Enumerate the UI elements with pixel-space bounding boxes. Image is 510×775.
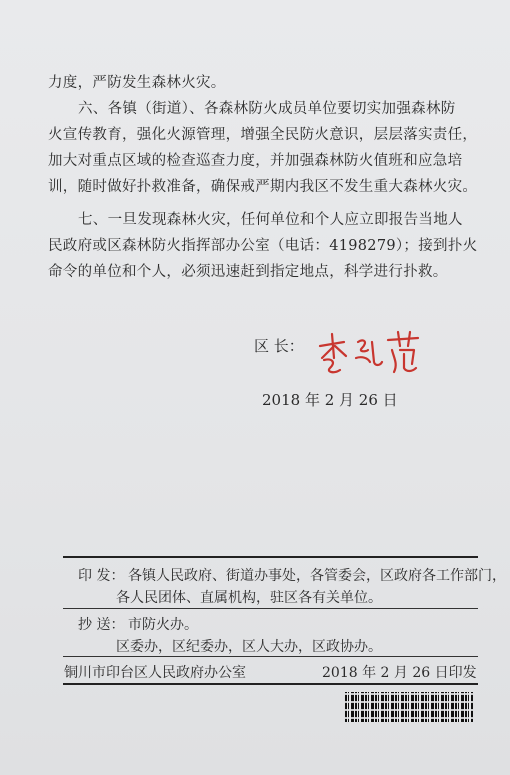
handwritten-signature: [314, 328, 424, 376]
body-line: 七、一旦发现森林火灾，任何单位和个人应立即报告当地人: [78, 212, 463, 228]
yinfa-line: 各镇人民政府、街道办事处，各管委会，区政府各工作部门，: [128, 568, 506, 584]
yinfa-label: 印 发：: [78, 568, 125, 584]
chaosong-line: 市防火办。: [128, 617, 198, 633]
body-line: 火宣传教育，强化火源管理，增强全民防火意识，层层落实责任，: [48, 127, 478, 143]
body-line: 民政府或区森林防火指挥部办公室（电话：4198279）；接到扑火: [48, 238, 478, 254]
body-line: 六、各镇（街道）、各森林防火成员单位要切实加强森林防: [78, 101, 456, 117]
chaosong-line: 区委办，区纪委办，区人大办，区政协办。: [116, 639, 382, 655]
signature-label: 区 长：: [254, 337, 304, 355]
chaosong-label: 抄 送：: [78, 617, 125, 633]
body-line: 命令的单位和个人，必须迅速赶到指定地点，科学进行扑救。: [48, 264, 448, 280]
footer-top-rule: [63, 556, 478, 558]
document-date: 2018 年 2 月 26 日: [262, 391, 398, 409]
issuer: 铜川市印台区人民政府办公室: [64, 665, 246, 681]
issue-date: 2018 年 2 月 26 日印发: [322, 665, 477, 681]
body-line: 力度，严防发生森林火灾。: [48, 75, 226, 91]
body-line: 加大对重点区域的检查巡查力度，并加强森林防火值班和应急培: [48, 153, 463, 169]
footer-bottom-rule: [63, 683, 478, 685]
body-line: 训，随时做好扑救准备，确保戒严期内我区不发生重大森林火灾。: [48, 179, 478, 195]
footer-rule: [63, 656, 478, 657]
yinfa-line: 各人民团体、直属机构，驻区各有关单位。: [116, 590, 382, 606]
barcode: [345, 692, 473, 722]
footer-rule: [63, 608, 478, 609]
